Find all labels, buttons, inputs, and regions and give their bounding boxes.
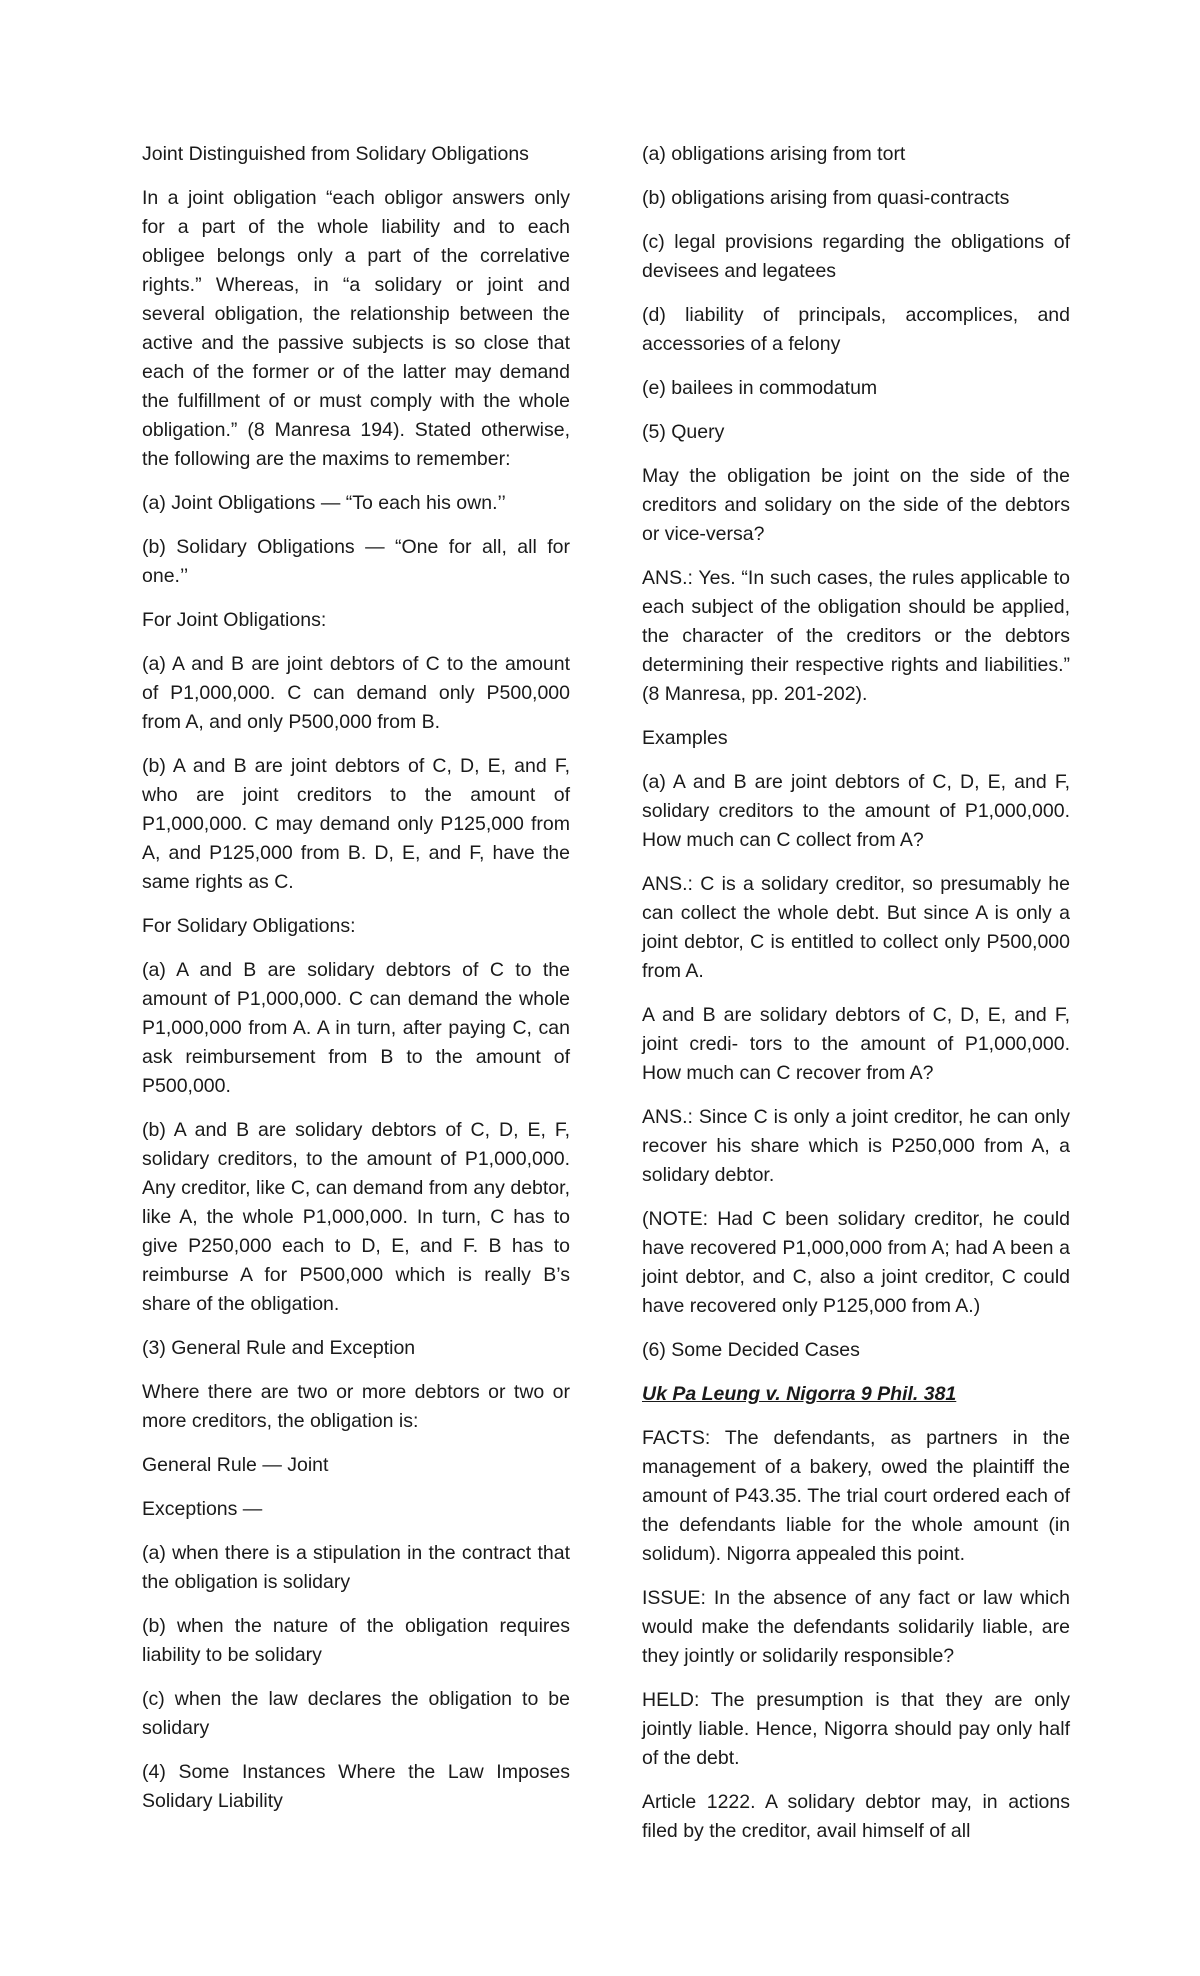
exceptions-heading: Exceptions — — [142, 1498, 263, 1520]
example-question-b: A and B are solidary debtors of C, D, E, and F, joint credi- tors to the amount of P1,000,000. How much can C recover from A? — [642, 1004, 1070, 1084]
subheading-for-joint: For Joint Obligations: — [142, 609, 327, 631]
subheading-for-solidary: For Solidary Obligations: — [142, 915, 356, 937]
case-issue: ISSUE: In the absence of any fact or law which would make the defendants solidarily liable, are they jointly or solidarily responsible? — [642, 1587, 1070, 1667]
instance-a: (a) obligations arising from tort — [642, 143, 906, 165]
section-heading-joint-vs-solidary: Joint Distinguished from Solidary Obligations — [142, 143, 529, 165]
example-answer-b: ANS.: Since C is only a joint creditor, he can only recover his share which is P250,000 from A, a solidary debtor. — [642, 1106, 1070, 1186]
exception-c: (c) when the law declares the obligation to be solidary — [142, 1688, 570, 1739]
solidary-example-a: (a) A and B are solidary debtors of C to the amount of P1,000,000. C can demand the whole P1,000,000 from A. A in turn, after paying C, can ask reimbursement from B to the amount of P500,000. — [142, 959, 570, 1097]
instance-c: (c) legal provisions regarding the obligations of devisees and legatees — [642, 231, 1070, 282]
exception-a: (a) when there is a stipulation in the contract that the obligation is solidary — [142, 1542, 570, 1593]
paragraph-two-or-more: Where there are two or more debtors or two or more creditors, the obligation is: — [142, 1381, 570, 1432]
maxim-joint: (a) Joint Obligations — “To each his own.’’ — [142, 492, 506, 514]
solidary-example-b: (b) A and B are solidary debtors of C, D, E, F, solidary creditors, to the amount of P1,000,000. Any creditor, like C, can demand from any debtor, like A, the whole P1,000,000. In turn, C has to give P250,000 each to D, E, and F. B has to reimburse A for P500,000 which is really B’s share of the obligation. — [142, 1119, 570, 1315]
left-column — [142, 140, 570, 1831]
instance-d: (d) liability of principals, accomplices, and accessories of a felony — [642, 304, 1070, 355]
article-1222: Article 1222. A solidary debtor may, in actions filed by the creditor, avail himself of all — [642, 1791, 1070, 1842]
maxim-solidary: (b) Solidary Obligations — “One for all, all for one.’’ — [142, 536, 570, 587]
case-facts: FACTS: The defendants, as partners in the management of a bakery, owed the plaintiff the amount of P43.35. The trial court ordered each of the defendants liable for the whole amount (in solidum). Nigorra appealed this point. — [642, 1427, 1070, 1565]
case-held: HELD: The presumption is that they are only jointly liable. Hence, Nigorra should pay only half of the debt. — [642, 1689, 1070, 1769]
note-paragraph: (NOTE: Had C been solidary creditor, he could have recovered P1,000,000 from A; had A been a joint debtor, and C, also a joint creditor, C could have recovered only P125,000 from A.) — [642, 1208, 1070, 1317]
query-answer: ANS.: Yes. “In such cases, the rules applicable to each subject of the obligation should be applied, the character of the creditors or the debtors determining their respective rights and liabilities.” (8 Manresa, pp. 201-202). — [642, 567, 1070, 705]
right-column — [642, 140, 1070, 1861]
joint-example-b: (b) A and B are joint debtors of C, D, E, and F, who are joint creditors to the amount of P1,000,000. C may demand only P125,000 from A, and P125,000 from B. D, E, and F, have the same rights as C. — [142, 755, 570, 893]
section-heading-query: (5) Query — [642, 421, 725, 443]
case-title: Uk Pa Leung v. Nigorra 9 Phil. 381 — [642, 1383, 957, 1405]
instance-b: (b) obligations arising from quasi-contracts — [642, 187, 1010, 209]
joint-example-a: (a) A and B are joint debtors of C to the amount of P1,000,000. C can demand only P500,000 from A, and only P500,000 from B. — [142, 653, 570, 733]
exception-b: (b) when the nature of the obligation requires liability to be solidary — [142, 1615, 570, 1666]
section-heading-instances: (4) Some Instances Where the Law Imposes Solidary Liability — [142, 1761, 570, 1812]
example-question-a: (a) A and B are joint debtors of C, D, E, and F, solidary creditors to the amount of P1,000,000. How much can C collect from A? — [642, 771, 1070, 851]
examples-heading: Examples — [642, 727, 728, 749]
general-rule-joint: General Rule — Joint — [142, 1454, 329, 1476]
section-heading-decided-cases: (6) Some Decided Cases — [642, 1339, 860, 1361]
instance-e: (e) bailees in commodatum — [642, 377, 878, 399]
example-answer-a: ANS.: C is a solidary creditor, so presumably he can collect the whole debt. But since A is only a joint debtor, C is entitled to collect only P500,000 from A. — [642, 873, 1070, 982]
paragraph-joint-definition: In a joint obligation “each obligor answers only for a part of the whole liability and to each obligee belongs only a part of the correlative rights.” Whereas, in “a solidary or joint and several obligation, the relationship between the active and the passive subjects is so close that each of the former or of the latter may demand the fulfillment of or must comply with the whole obligation.” (8 Manresa 194). Stated otherwise, the following are the maxims to remember: — [142, 187, 570, 470]
section-heading-general-rule: (3) General Rule and Exception — [142, 1337, 416, 1359]
query-question: May the obligation be joint on the side of the creditors and solidary on the side of the debtors or vice-versa? — [642, 465, 1070, 545]
